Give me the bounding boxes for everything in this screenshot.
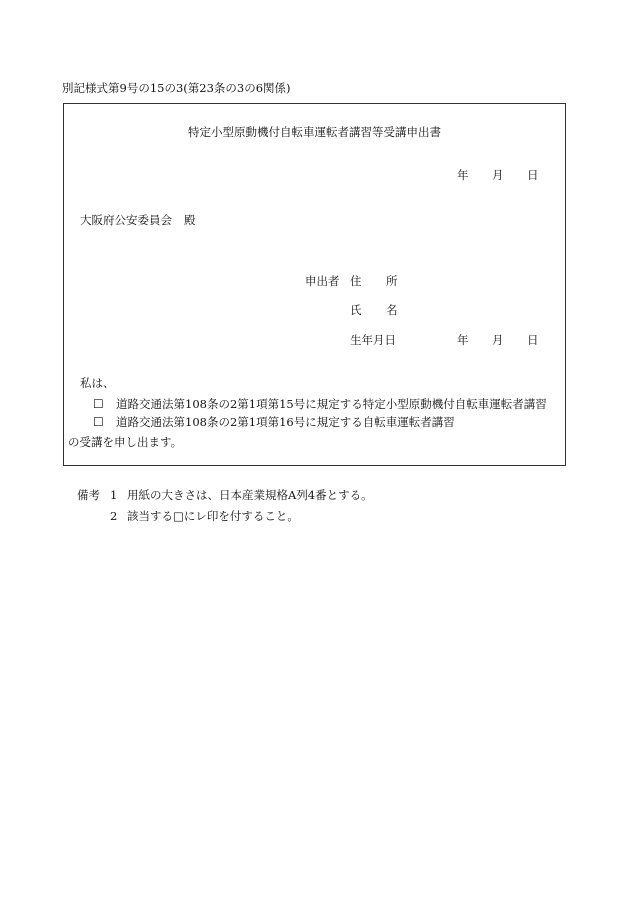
- birth-month-label: 月: [492, 333, 504, 347]
- address-label-b: 所: [386, 274, 398, 288]
- date-month-label: 月: [492, 168, 504, 182]
- birth-day-label: 日: [527, 333, 539, 347]
- note-text: 用紙の大きさは、日本産業規格A列4番とする。: [127, 488, 373, 502]
- birthdate-label: 生年月日: [350, 333, 396, 347]
- name-label-a: 氏: [350, 303, 362, 317]
- note-text: 該当する□にレ印を付すること。: [127, 509, 299, 523]
- address-label-a: 住: [350, 274, 362, 288]
- option-bicycle-course: 道路交通法第108条の2第1項第16号に規定する自転車運転者講習: [116, 415, 455, 429]
- name-label-b: 名: [386, 303, 398, 317]
- notes-label: 備考: [77, 488, 100, 502]
- applicant-label: 申出者: [305, 274, 340, 288]
- date-day-label: 日: [527, 168, 539, 182]
- form-title: 特定小型原動機付自転車運転者講習等受講申出書: [188, 125, 441, 139]
- addressee: 大阪府公安委員会: [80, 213, 172, 227]
- birth-year-label: 年: [457, 333, 469, 347]
- form-reference: 別記様式第9号の15の3(第23条の3の6関係): [62, 81, 291, 95]
- statement-end: の受講を申し出ます。: [68, 435, 183, 449]
- checkbox-bicycle-course[interactable]: ☐: [93, 415, 104, 429]
- checkbox-specified-small-motorized-course[interactable]: ☐: [93, 397, 104, 411]
- statement-intro: 私は、: [80, 376, 115, 390]
- honorific: 殿: [184, 213, 196, 227]
- note-number: 1: [110, 488, 118, 502]
- date-year-label: 年: [457, 168, 469, 182]
- note-number: 2: [110, 509, 118, 523]
- option-specified-small-motorized-course: 道路交通法第108条の2第1項第15号に規定する特定小型原動機付自転車運転者講習: [116, 397, 547, 411]
